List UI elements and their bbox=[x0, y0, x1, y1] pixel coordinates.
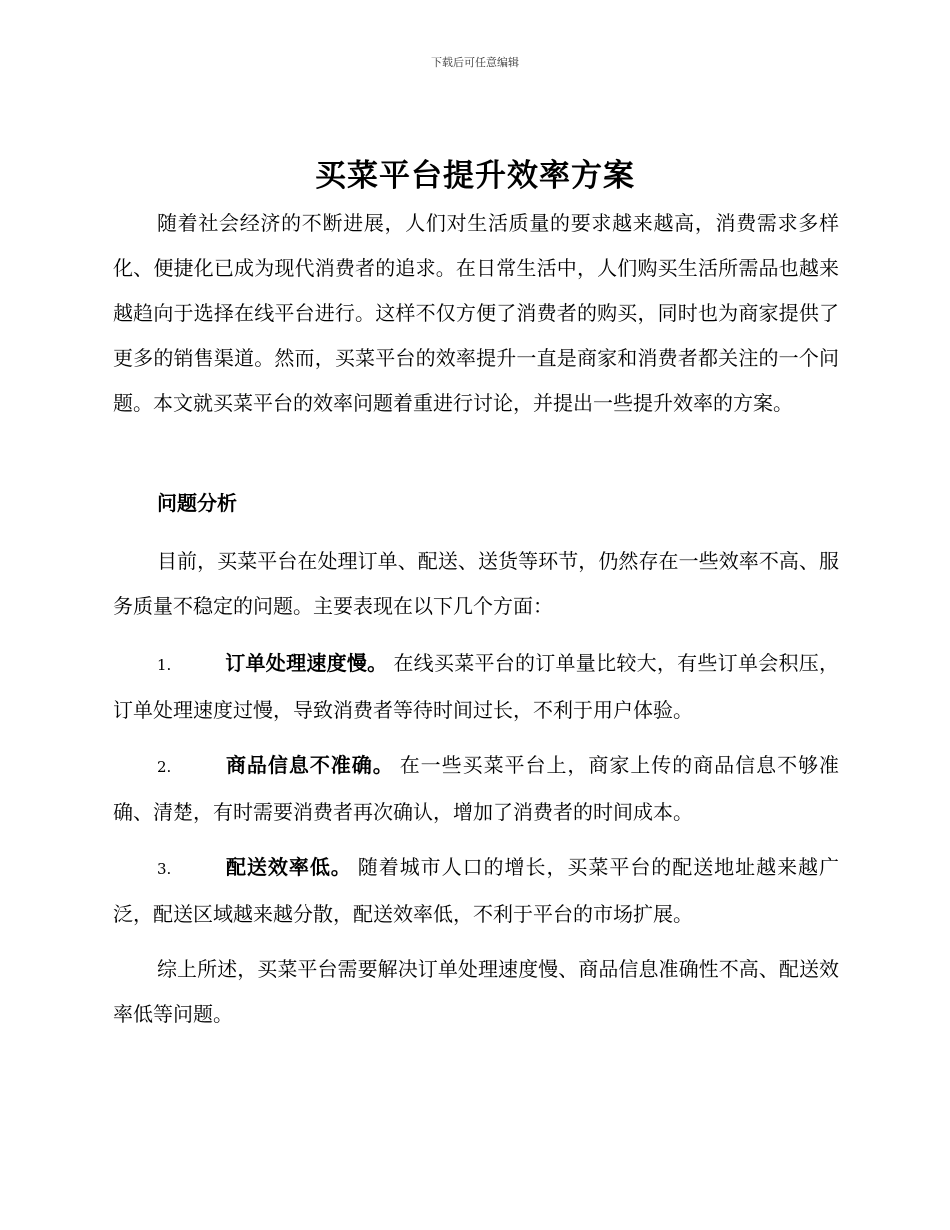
conclusion-paragraph: 综上所述，买菜平台需要解决订单处理速度慢、商品信息准确性不高、配送效率低等问题。 bbox=[113, 957, 839, 1026]
header-note: 下载后可任意编辑 bbox=[431, 56, 519, 69]
document-title: 买菜平台提升效率方案 bbox=[315, 158, 635, 194]
list-item bbox=[113, 743, 839, 835]
list-item-lead: 商品信息不准确。 bbox=[225, 753, 394, 777]
section-heading: 问题分析 bbox=[157, 491, 237, 515]
list-item-lead: 配送效率低。 bbox=[225, 855, 352, 879]
list-item-text: 在一些买菜平台上，商家上传的商品信息不够准确、清楚，有时需要消费者再次确认，增加了消费者的时间成本。 bbox=[113, 753, 840, 824]
list-item bbox=[113, 845, 839, 937]
list-item-number: 1. bbox=[157, 656, 172, 674]
analysis-paragraph: 目前，买菜平台在处理订单、配送、送货等环节，仍然存在一些效率不高、服务质量不稳定的问题。主要表现在以下几个方面： bbox=[113, 549, 839, 618]
list-item-text: 随着城市人口的增长，买菜平台的配送地址越来越广泛，配送区域越来越分散，配送效率低，不利于平台的市场扩展。 bbox=[113, 855, 840, 926]
list-item bbox=[113, 641, 839, 733]
intro-paragraph: 随着社会经济的不断进展，人们对生活质量的要求越来越高，消费需求多样化、便捷化已成为现代消费者的追求。在日常生活中，人们购买生活所需品也越来越趋向于选择在线平台进行。这样不仅方便了消费者的购买，同时也为商家提供了更多的销售渠道。然而，买菜平台的效率提升一直是商家和消费者都关注的一个问题。本文就买菜平台的效率问题着重进行讨论，并提出一些提升效率的方案。 bbox=[113, 211, 839, 415]
list-item-text: 在线买菜平台的订单量比较大，有些订单会积压，订单处理速度过慢，导致消费者等待时间过长，不利于用户体验。 bbox=[113, 651, 840, 722]
list-item-number: 3. bbox=[157, 860, 172, 878]
list-item-lead: 订单处理速度慢。 bbox=[225, 651, 388, 675]
list-item-number: 2. bbox=[157, 758, 172, 776]
